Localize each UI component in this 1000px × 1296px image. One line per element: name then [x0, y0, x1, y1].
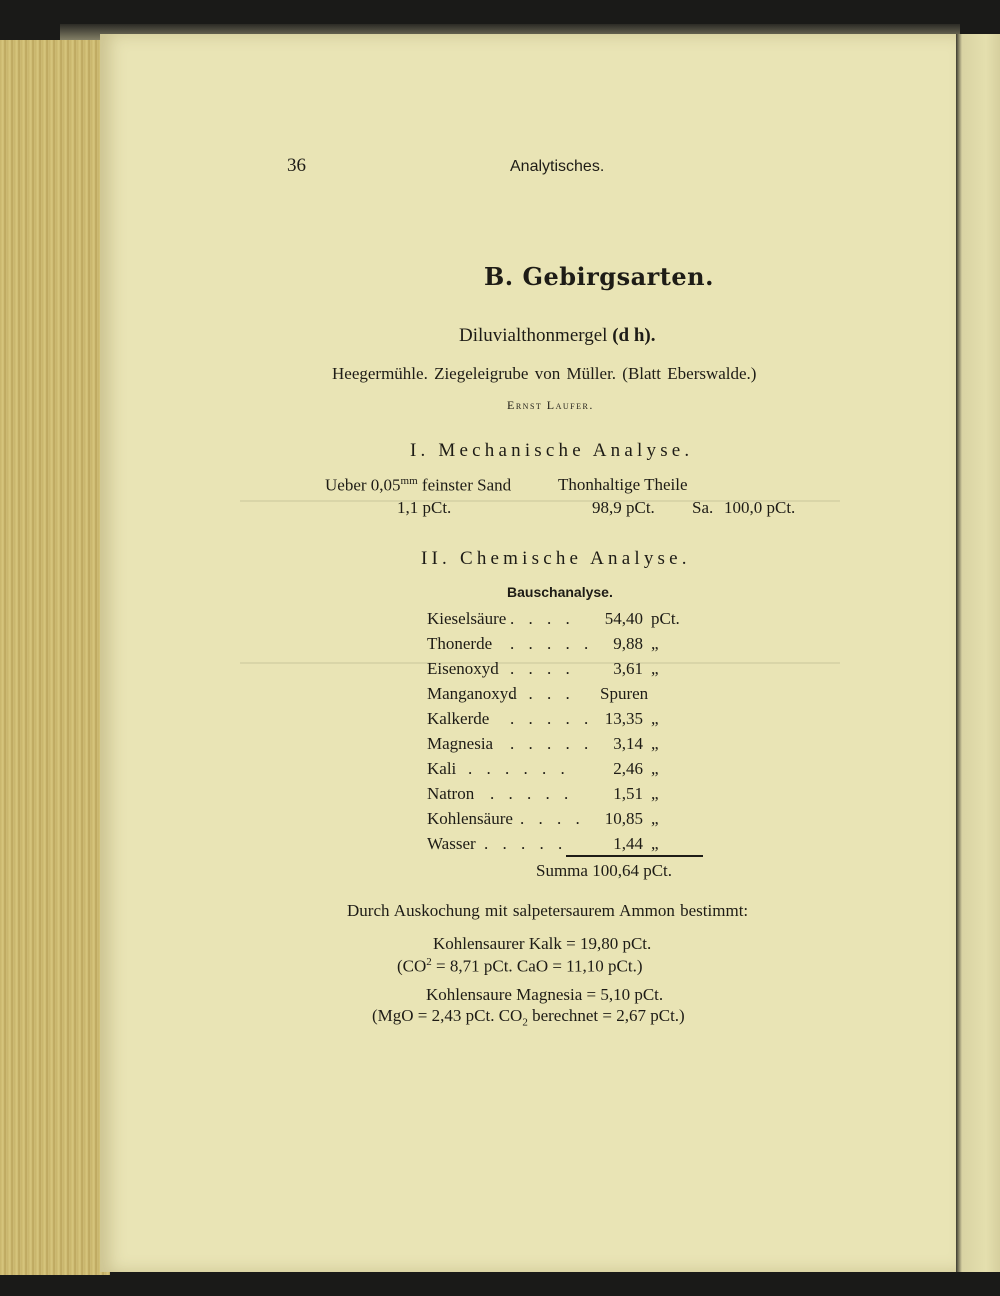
section-title: B. Gebirgsarten.: [484, 262, 714, 291]
analysis-row-leader: . . . . .: [510, 709, 594, 728]
sum-rule: [566, 855, 703, 857]
analysis-row-value: 2,46: [613, 759, 643, 778]
analysis-row-leader: . . . .: [510, 609, 575, 628]
analysis-row-value: 13,35: [604, 709, 643, 728]
analysis-row-name: Manganoxyd: [427, 684, 517, 703]
clay-parts-label: Thonhaltige Theile: [558, 475, 688, 494]
summa-value: 100,64 pCt.: [592, 861, 673, 880]
analysis-row-name: Kali: [427, 759, 457, 778]
analysis-row-value: Spuren: [600, 684, 649, 703]
running-title: Analytisches.: [510, 158, 605, 175]
analysis-row-leader: . . . . .: [510, 634, 594, 653]
analysis-row-unit: „: [651, 709, 659, 728]
magnesia-detail-line: (MgO = 2,43 pCt. $CO_2$ berechnet = 2,67 pCt.): [372, 1006, 685, 1029]
analysis-row-unit: „: [651, 734, 659, 753]
lime-detail-line: ($CO^2 = 8,71$ pCt. CaO = 11,10 pCt.): [397, 956, 643, 976]
analysis-row-unit: „: [651, 759, 659, 778]
analysis-row-value: 10,85: [604, 809, 643, 828]
analysis-row-value: 1,51: [613, 784, 643, 803]
mechanical-sum-label: Sa.: [692, 498, 714, 517]
analysis-row-leader: . . . . . .: [468, 759, 570, 778]
sample-name: Diluvialthonmergel: [459, 325, 608, 346]
analysis-row-leader: . . . . .: [484, 834, 568, 853]
analysis-row-name: Kalkerde: [427, 709, 490, 728]
analysis-row-unit: „: [651, 634, 659, 653]
sample-title: [459, 325, 656, 347]
summa-row: [536, 861, 672, 881]
analysis-row-unit: pCt.: [651, 609, 680, 628]
analysis-row-leader: . . . . .: [490, 784, 574, 803]
chemical-analysis-heading: II. Chemische Analyse.: [421, 548, 691, 569]
bulk-analysis-subheading: Bauschanalyse.: [507, 584, 613, 600]
analysis-row-value: 9,88: [613, 634, 643, 653]
book-page-edges: [0, 40, 110, 1275]
mechanical-sum-value: 100,0 pCt.: [724, 498, 796, 517]
facing-page-edge: [956, 34, 1000, 1272]
analyst-name: Ernst Laufer.: [507, 398, 594, 412]
analysis-row-name: Eisenoxyd: [427, 659, 499, 678]
fine-sand-value: 1,1 pCt.: [397, 498, 452, 517]
analysis-row-name: Kieselsäure: [427, 609, 507, 628]
analysis-row-value: 1,44: [613, 834, 643, 853]
notes-intro: Durch Auskochung mit salpetersaurem Ammon bestimmt:: [347, 901, 749, 920]
mechanical-analysis-heading: I. Mechanische Analyse.: [410, 440, 694, 461]
fine-sand-label: Ueber $0,05^{mm}$ feinster Sand: [325, 475, 512, 495]
analysis-row-unit: „: [651, 784, 659, 803]
analysis-row-name: Natron: [427, 784, 475, 803]
analysis-row-name: Thonerde: [427, 634, 493, 653]
magnesia-carbonate-line: Kohlensaure Magnesia = 5,10 pCt.: [426, 985, 664, 1004]
analysis-row-leader: . . . .: [510, 684, 575, 703]
analysis-row-leader: . . . .: [510, 659, 575, 678]
clay-parts-value: 98,9 pCt.: [592, 498, 655, 517]
analysis-row-unit: „: [651, 809, 659, 828]
analysis-row-unit: „: [651, 659, 659, 678]
analysis-row-name: Wasser: [427, 834, 476, 853]
analysis-row-value: 54,40: [604, 609, 643, 628]
analysis-row-value: 3,14: [613, 734, 643, 753]
analysis-row-leader: . . . . .: [510, 734, 594, 753]
sample-symbol: (d h).: [612, 325, 656, 346]
analysis-row-unit: „: [651, 834, 659, 853]
lime-carbonate-line: Kohlensaurer Kalk = 19,80 pCt.: [433, 934, 652, 953]
page-number: 36: [287, 155, 306, 176]
analysis-row-name: Magnesia: [427, 734, 494, 753]
analysis-row-leader: . . . .: [520, 809, 585, 828]
analysis-row-name: Kohlensäure: [427, 809, 513, 828]
summa-label: Summa: [536, 861, 588, 880]
sample-location: Heegermühle. Ziegeleigrube von Müller. (Blatt Eberswalde.): [332, 364, 757, 383]
analysis-row-value: 3,61: [613, 659, 643, 678]
